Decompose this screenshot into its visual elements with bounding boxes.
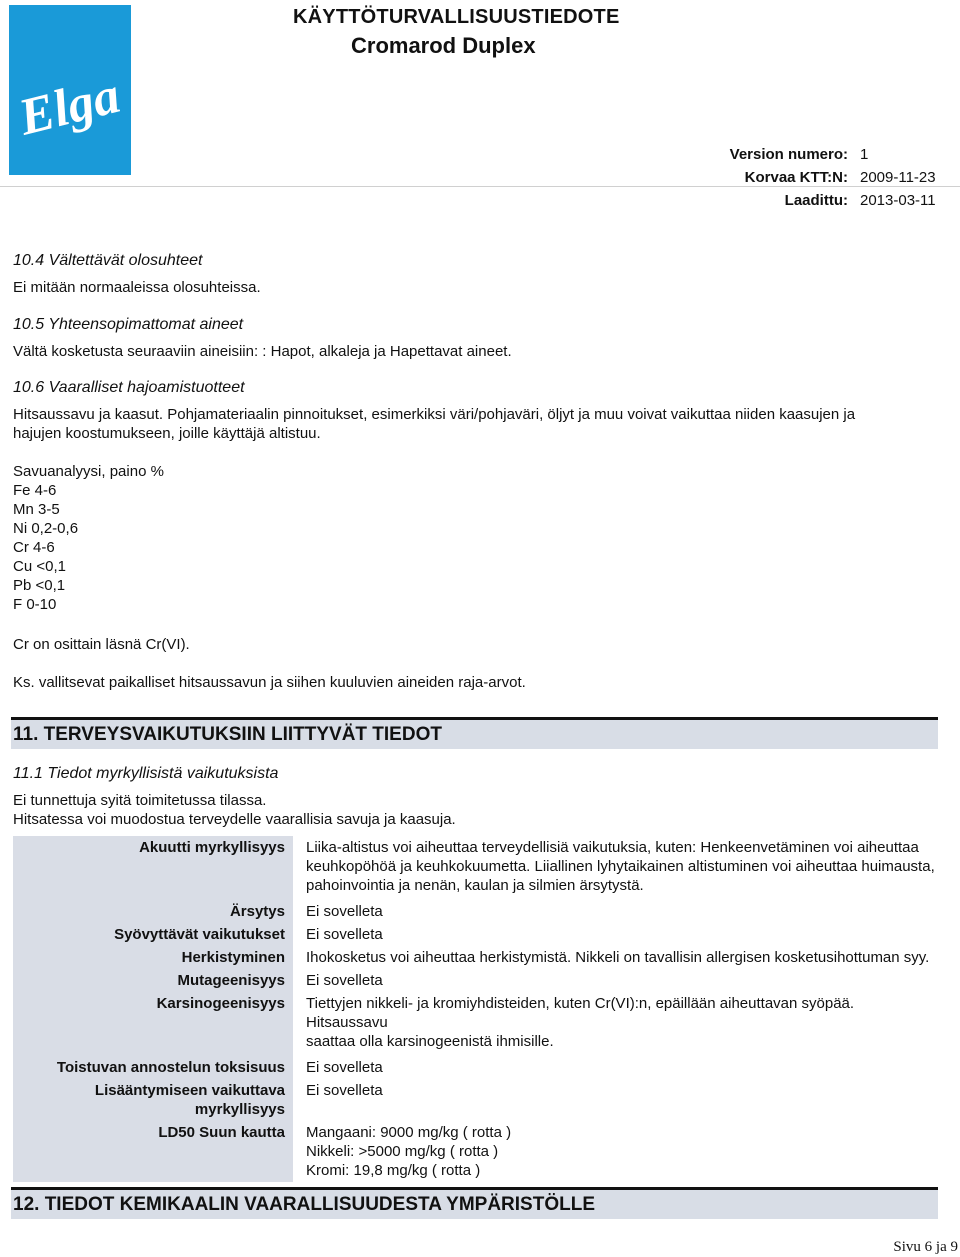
meta-value: 2013-03-11 — [860, 192, 936, 209]
tox-value-line: saattaa olla karsinogeenistä ihmisille. — [306, 1033, 554, 1050]
section-11-1 — [13, 764, 456, 829]
meta-label: Korvaa KTT:N: — [744, 169, 848, 186]
elga-logo — [9, 5, 131, 175]
fume-item: Pb <0,1 — [13, 577, 66, 594]
tox-value — [293, 1121, 937, 1182]
subsection-text: Vältä kosketusta seuraaviin aineisiin: : Hapot, alkaleja ja Hapettavat aineet. — [13, 343, 512, 360]
subsection-text-line: Hitsatessa voi muodostua terveydelle vaarallisia savuja ja kaasuja. — [13, 811, 456, 828]
tox-value-line: Tiettyjen nikkeli- ja kromiyhdisteiden, kuten Cr(VI):n, epäillään aiheuttavan syöpää. Hitsaussavu — [306, 995, 855, 1031]
tox-row — [13, 836, 937, 897]
subsection-heading: 10.6 Vaaralliset hajoamistuotteet — [13, 379, 245, 396]
tox-row — [13, 969, 937, 992]
subsection-text-line: Hitsaussavu ja kaasut. Pohjamateriaalin pinnoitukset, esimerkiksi väri/pohjaväri, öljyt ja muu voivat vaikuttaa niiden kaasujen ja — [13, 406, 856, 423]
tox-value — [293, 1056, 937, 1079]
tox-row — [13, 992, 937, 1053]
product-name: Cromarod Duplex — [351, 33, 536, 58]
meta-value: 1 — [860, 146, 869, 163]
subsection-heading: 10.5 Yhteensopimattomat aineet — [13, 316, 244, 333]
tox-value-line: Ihokosketus voi aiheuttaa herkistymistä. Nikkeli on tavallisin allergisen kosketusihottuman syy. — [306, 949, 930, 966]
tox-value — [293, 946, 937, 969]
tox-value — [293, 992, 937, 1053]
tox-label: Toistuvan annostelun toksisuus — [13, 1056, 293, 1079]
tox-value-line: keuhkopöhöä ja keuhkokuumetta. Liiallinen lyhytaikainen altistuminen voi aiheuttaa huimausta, — [306, 858, 935, 875]
section-12-title: 12. TIEDOT KEMIKAALIN VAARALLISUUDESTA YMPÄRISTÖLLE — [11, 1187, 938, 1219]
tox-label: Mutageenisyys — [13, 969, 293, 992]
tox-row — [13, 1056, 937, 1079]
section-11-title: 11. TERVEYSVAIKUTUKSIIN LIITTYVÄT TIEDOT — [11, 717, 938, 749]
tox-row — [13, 1079, 937, 1121]
subsection-heading: 10.4 Vältettävät olosuhteet — [13, 252, 203, 269]
toxicology-table — [13, 836, 937, 1182]
section-10-6 — [13, 378, 855, 443]
section-10-4 — [13, 251, 261, 297]
tox-value-line: Nikkeli: >5000 mg/kg ( rotta ) — [306, 1143, 499, 1160]
fume-item: Cu <0,1 — [13, 558, 66, 575]
tox-label: LD50 Suun kautta — [13, 1121, 293, 1182]
subsection-text-line: Ei tunnettuja syitä toimitetussa tilassa. — [13, 792, 267, 809]
tox-value-line: Liika-altistus voi aiheuttaa terveydellisiä vaikutuksia, kuten: Henkeenvetäminen voi aiheuttaa — [306, 839, 919, 856]
tox-label: Herkistyminen — [13, 946, 293, 969]
tox-value-line: pahoinvointia ja nenän, kaulan ja silmien ärsytystä. — [306, 877, 644, 894]
subsection-text-line: hajujen koostumukseen, joille käyttäjä altistuu. — [13, 425, 321, 442]
tox-value — [293, 900, 937, 923]
fume-analysis — [13, 462, 164, 614]
fume-item: Mn 3-5 — [13, 501, 60, 518]
tox-value-line: Ei sovelleta — [306, 903, 383, 920]
fume-item: Cr 4-6 — [13, 539, 55, 556]
fume-item: Ni 0,2-0,6 — [13, 520, 79, 537]
meta-row-version — [730, 143, 938, 166]
tox-value-line: Mangaani: 9000 mg/kg ( rotta ) — [306, 1124, 512, 1141]
cr-note: Cr on osittain läsnä Cr(VI). — [13, 636, 190, 653]
fume-analysis-title: Savuanalyysi, paino % — [13, 463, 164, 480]
tox-value — [293, 836, 937, 897]
svg-text:Elga: Elga — [13, 66, 126, 147]
meta-row-prepared — [730, 189, 938, 212]
document-title: KÄYTTÖTURVALLISUUSTIEDOTE — [293, 6, 620, 28]
tox-label: Lisääntymiseen vaikuttava myrkyllisyys — [13, 1079, 293, 1121]
tox-value-line: Ei sovelleta — [306, 1059, 383, 1076]
meta-value: 2009-11-23 — [860, 169, 936, 186]
meta-label: Version numero: — [729, 146, 848, 163]
subsection-text: Ei mitään normaaleissa olosuhteissa. — [13, 279, 261, 296]
tox-value-line: Ei sovelleta — [306, 972, 383, 989]
tox-row — [13, 946, 937, 969]
subsection-heading: 11.1 Tiedot myrkyllisistä vaikutuksista — [13, 765, 279, 782]
tox-value-line: Kromi: 19,8 mg/kg ( rotta ) — [306, 1162, 481, 1179]
fume-item: F 0-10 — [13, 596, 57, 613]
tox-row — [13, 1121, 937, 1182]
tox-label: Syövyttävät vaikutukset — [13, 923, 293, 946]
header-divider — [0, 186, 960, 187]
tox-value — [293, 923, 937, 946]
meta-label: Laadittu: — [784, 192, 848, 209]
tox-label: Akuutti myrkyllisyys — [13, 836, 293, 897]
tox-value-line: Ei sovelleta — [306, 1082, 383, 1099]
tox-row — [13, 923, 937, 946]
document-meta — [730, 143, 938, 212]
tox-row — [13, 900, 937, 923]
tox-value-line: Ei sovelleta — [306, 926, 383, 943]
limits-note: Ks. vallitsevat paikalliset hitsaussavun ja siihen kuuluvien aineiden raja-arvot. — [13, 674, 526, 691]
section-10-5 — [13, 315, 512, 361]
fume-item: Fe 4-6 — [13, 482, 57, 499]
elga-logo-graphic — [9, 5, 131, 175]
tox-label: Ärsytys — [13, 900, 293, 923]
tox-label: Karsinogeenisyys — [13, 992, 293, 1053]
tox-value — [293, 969, 937, 992]
page-number: Sivu 6 ja 9 — [893, 1239, 958, 1255]
tox-value — [293, 1079, 937, 1121]
